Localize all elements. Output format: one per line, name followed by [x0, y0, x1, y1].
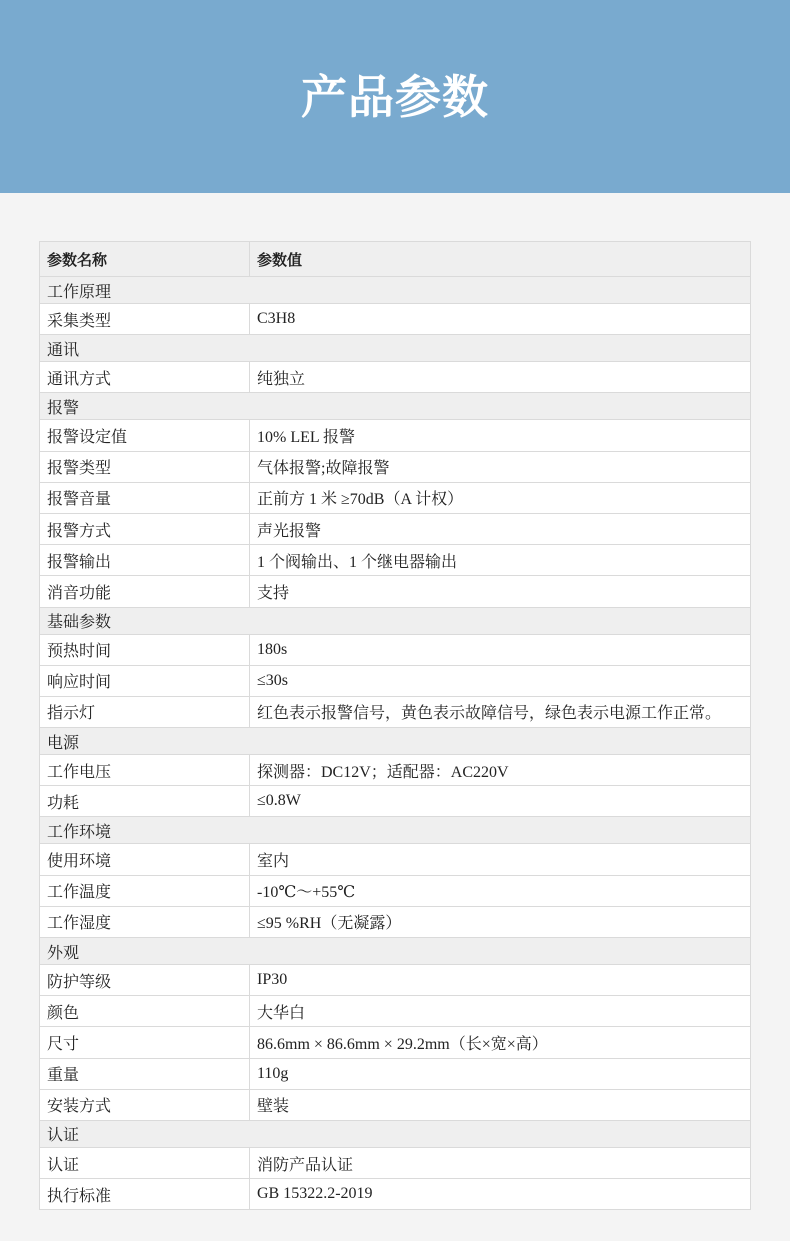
table-row	[40, 786, 750, 817]
table-row	[40, 876, 750, 907]
param-value-cell: 探测器：DC12V；适配器：AC220V	[257, 763, 509, 781]
section-row: 认证	[40, 1121, 750, 1148]
param-value-cell: 1 个阀输出、1 个继电器输出	[257, 553, 458, 571]
table-row	[40, 1059, 750, 1090]
param-name-cell: 安装方式	[40, 1090, 250, 1120]
param-value-cell: 壁装	[257, 1098, 290, 1116]
param-value-cell: 86.6mm × 86.6mm × 29.2mm（长×宽×高）	[257, 1035, 548, 1053]
param-value-cell: 室内	[257, 853, 290, 871]
section-row: 工作原理	[40, 277, 750, 304]
param-value-cell: 正前方 1 米 ≥70dB（A 计权）	[257, 491, 464, 509]
param-name-cell: 执行标准	[40, 1179, 250, 1209]
param-name-cell: 工作湿度	[40, 907, 250, 937]
section-row: 报警	[40, 393, 750, 420]
table-row	[40, 907, 750, 938]
param-name-cell: 报警音量	[40, 483, 250, 513]
table-row	[40, 996, 750, 1027]
param-name-cell: 报警类型	[40, 452, 250, 482]
param-name-cell: 防护等级	[40, 965, 250, 995]
table-row	[40, 576, 750, 607]
param-value-cell: 气体报警;故障报警	[257, 460, 390, 478]
spec-table	[39, 241, 751, 1210]
header-name-cell: 参数名称	[40, 242, 250, 276]
param-value-cell: ≤0.8W	[257, 792, 301, 810]
table-row	[40, 1090, 750, 1121]
table-row	[40, 1179, 750, 1210]
param-value-cell: ≤30s	[257, 671, 289, 689]
param-name-cell: 报警设定值	[40, 420, 250, 450]
param-name-cell: 报警方式	[40, 514, 250, 544]
param-value-cell: C3H8	[257, 310, 296, 328]
table-row	[40, 844, 750, 875]
param-name-cell: 工作温度	[40, 876, 250, 906]
param-name-cell: 报警输出	[40, 545, 250, 575]
param-name-cell: 响应时间	[40, 666, 250, 696]
table-header-row	[40, 242, 750, 277]
param-value-cell: IP30	[257, 971, 288, 989]
table-row	[40, 697, 750, 728]
table-row	[40, 965, 750, 996]
table-row	[40, 514, 750, 545]
param-value-cell: 支持	[257, 584, 290, 602]
param-value-cell: -10℃～+55℃	[257, 884, 356, 902]
param-name-cell: 预热时间	[40, 635, 250, 665]
param-value-cell: 红色表示报警信号，黄色表示故障信号，绿色表示电源工作正常。	[257, 705, 722, 723]
param-name-cell: 重量	[40, 1059, 250, 1089]
param-name-cell: 使用环境	[40, 844, 250, 874]
param-name-cell: 采集类型	[40, 304, 250, 334]
table-row	[40, 452, 750, 483]
param-name-cell: 通讯方式	[40, 362, 250, 392]
param-value-cell: 10% LEL 报警	[257, 428, 356, 446]
param-name-cell: 认证	[40, 1148, 250, 1178]
param-name-cell: 功耗	[40, 786, 250, 816]
page-title: 产品参数	[301, 70, 489, 123]
param-name-cell: 指示灯	[40, 697, 250, 727]
param-name-cell: 尺寸	[40, 1027, 250, 1057]
table-row	[40, 666, 750, 697]
table-row	[40, 304, 750, 335]
table-row	[40, 545, 750, 576]
param-name-cell: 工作电压	[40, 755, 250, 785]
param-value-cell: 声光报警	[257, 522, 322, 540]
param-value-cell: 180s	[257, 640, 288, 658]
table-row	[40, 755, 750, 786]
header-value-cell: 参数值	[257, 251, 303, 269]
table-row	[40, 420, 750, 451]
section-row: 电源	[40, 728, 750, 755]
param-value-cell: 消防产品认证	[257, 1156, 354, 1174]
table-row	[40, 635, 750, 666]
table-row	[40, 362, 750, 393]
param-value-cell: 大华白	[257, 1004, 306, 1022]
title-banner	[0, 0, 790, 193]
section-row: 工作环境	[40, 817, 750, 844]
param-name-cell: 颜色	[40, 996, 250, 1026]
table-row	[40, 1148, 750, 1179]
section-row: 外观	[40, 938, 750, 965]
table-row	[40, 1027, 750, 1058]
param-value-cell: GB 15322.2-2019	[257, 1185, 373, 1203]
section-row: 基础参数	[40, 608, 750, 635]
param-value-cell: ≤95 %RH（无凝露）	[257, 915, 402, 933]
section-row: 通讯	[40, 335, 750, 362]
table-row	[40, 483, 750, 514]
param-name-cell: 消音功能	[40, 576, 250, 606]
param-value-cell: 110g	[257, 1064, 289, 1082]
param-value-cell: 纯独立	[257, 370, 306, 388]
